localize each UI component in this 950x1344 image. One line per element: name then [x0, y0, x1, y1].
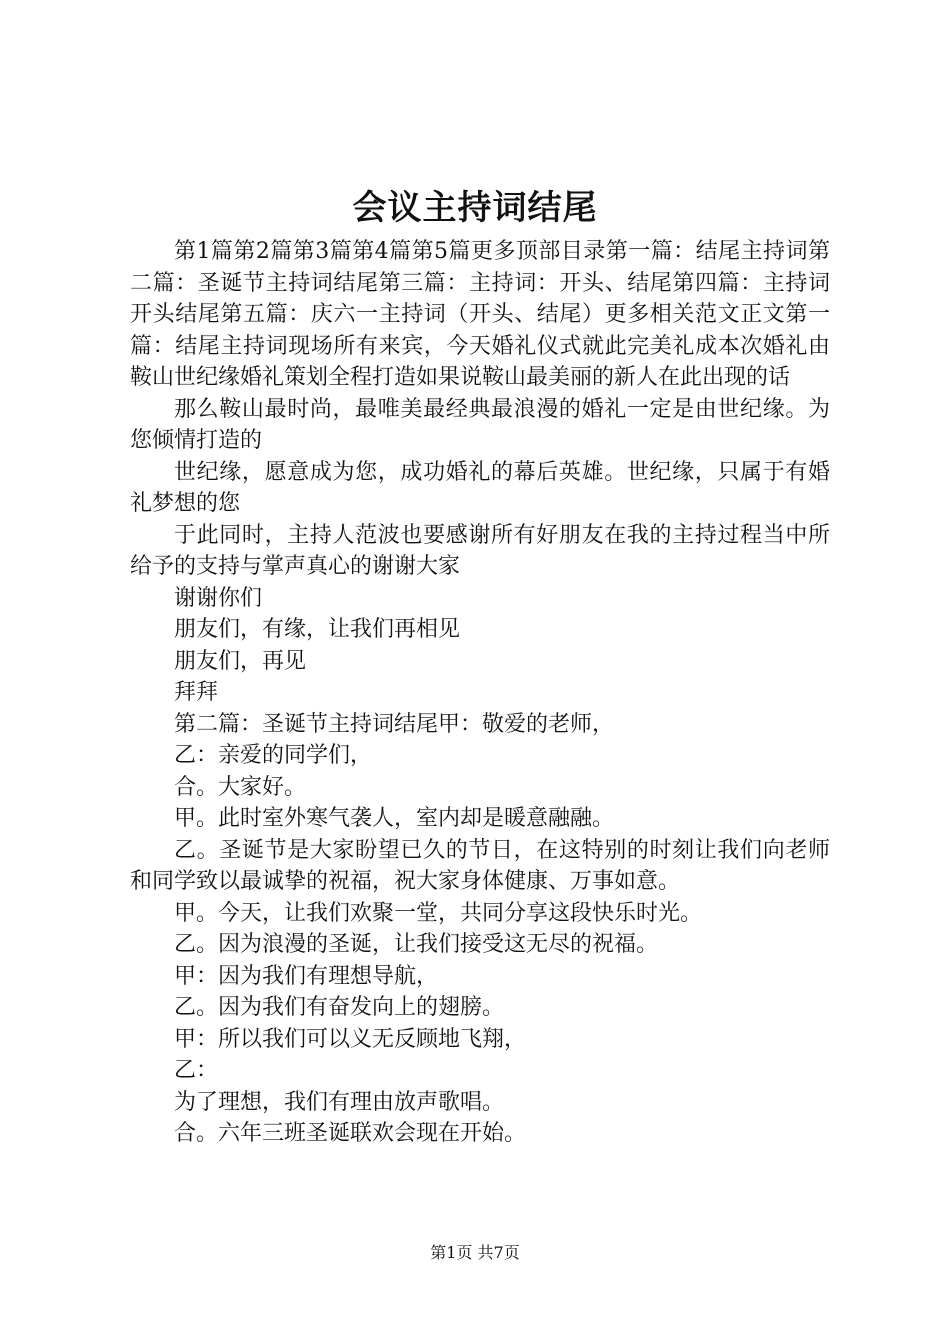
paragraph: 朋友们，有缘，让我们再相见: [174, 617, 461, 642]
paragraph: 合。六年三班圣诞联欢会现在开始。: [174, 1121, 527, 1146]
paragraph: 乙。因为浪漫的圣诞，让我们接受这无尽的祝福。: [174, 932, 659, 957]
paragraph: 于此同时，主持人范波也要感谢所有好朋友在我的主持过程当中所给予的支持与掌声真心的谢谢大家: [130, 522, 830, 579]
document-body: [130, 236, 830, 1150]
paragraph: 为了理想，我们有理由放声歌唱。: [174, 1089, 505, 1115]
paragraph: 朋友们，再见: [174, 648, 307, 674]
page-footer: 第1页 共7页: [430, 1243, 520, 1262]
paragraph: 乙。圣诞节是大家盼望已久的节日，在这特别的时刻让我们向老师和同学致以最诚挚的祝福，祝大家身体健康、万事如意。: [130, 837, 830, 894]
page-title: 会议主持词结尾: [352, 188, 598, 228]
paragraph: 甲：因为我们有理想导航，: [174, 963, 439, 989]
paragraph: 乙。因为我们有奋发向上的翅膀。: [174, 995, 505, 1020]
paragraph: 乙：亲爱的同学们，: [174, 743, 373, 768]
paragraph: 拜拜: [174, 680, 219, 705]
paragraph: 第二篇：圣诞节主持词结尾甲：敬爱的老师，: [174, 711, 615, 737]
paragraph: 谢谢你们: [174, 585, 263, 611]
paragraph: 世纪缘，愿意成为您，成功婚礼的幕后英雄。世纪缘，只属于有婚礼梦想的您: [130, 459, 830, 516]
paragraph: 第1篇第2篇第3篇第4篇第5篇更多顶部目录第一篇：结尾主持词第二篇：圣诞节主持词结尾第三篇：主持词：开头、结尾第四篇：主持词开头结尾第五篇：庆六一主持词（开头、结尾）更多相关范文正文第一篇：结尾主持词现场所有来宾，今天婚礼仪式就此完美礼成本次婚礼由鞍山世纪缘婚礼策划全程打造如果说鞍山最美丽的新人在此出现的话: [130, 239, 830, 390]
paragraph: 那么鞍山最时尚，最唯美最经典最浪漫的婚礼一定是由世纪缘。为您倾情打造的: [130, 396, 830, 453]
paragraph: 乙：: [174, 1058, 219, 1083]
paragraph: 甲：所以我们可以义无反顾地飞翔，: [174, 1026, 527, 1052]
paragraph: 甲。今天，让我们欢聚一堂，共同分享这段快乐时光。: [174, 900, 703, 926]
paragraph: 合。大家好。: [174, 774, 307, 800]
paragraph: 甲。此时室外寒气袭人，室内却是暖意融融。: [174, 806, 615, 831]
